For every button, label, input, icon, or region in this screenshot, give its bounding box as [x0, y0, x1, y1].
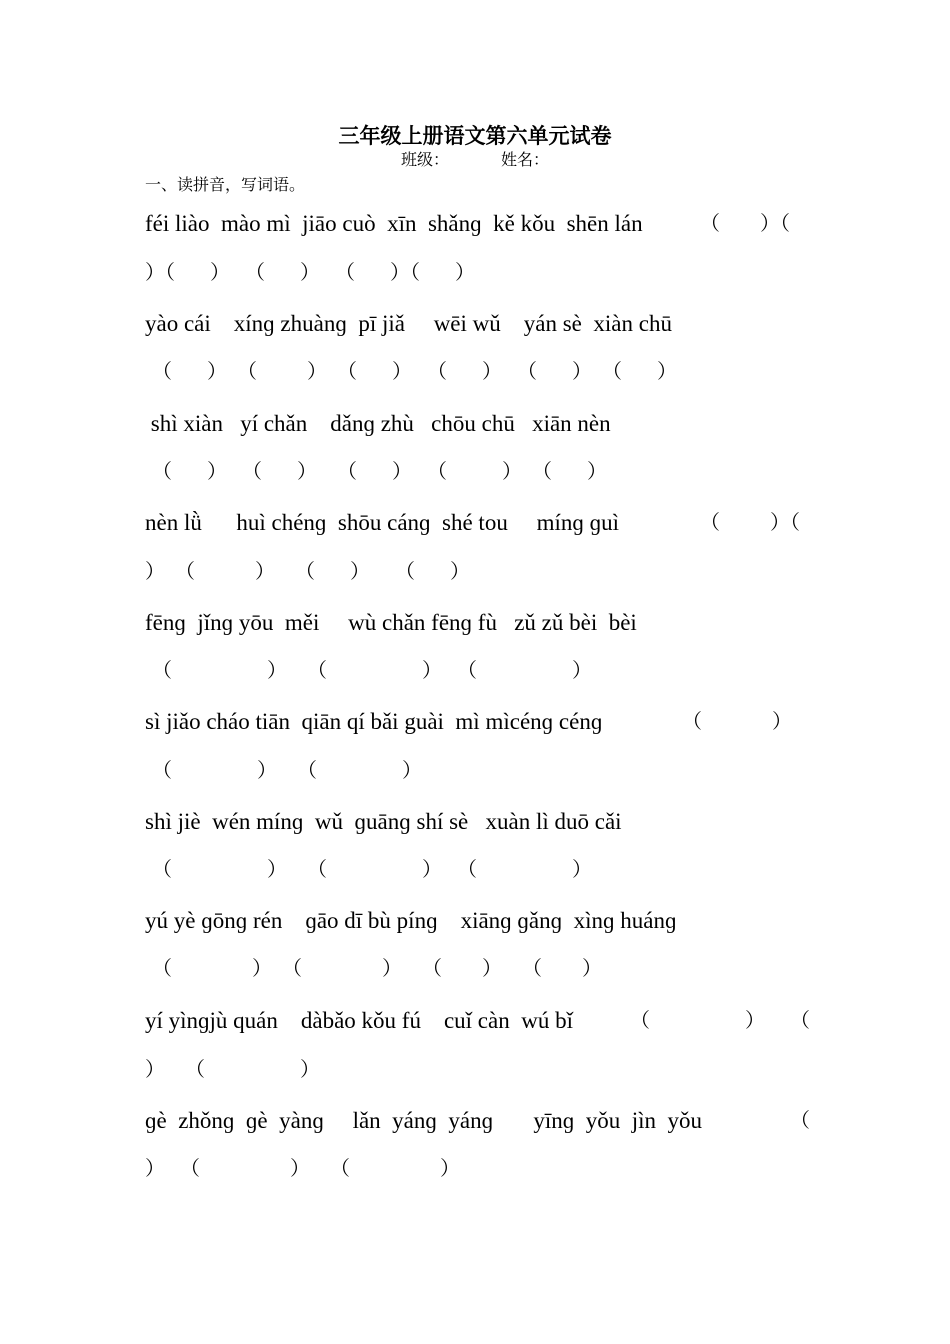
- pinyin-line: sì jiǎo cháo tiān qiān qí bǎi guài mì mìcénɡ cénɡ: [145, 709, 603, 734]
- answer-blanks: （ ） （ ） （ ） （ ）: [152, 958, 602, 980]
- pinyin-line: féi liào mào mì jiāo cuò xīn shǎnɡ kě kǒu shēn lán: [145, 211, 643, 236]
- pinyin-line: yí yìnɡjù quán dàbǎo kǒu fú cuǐ càn wú bǐ: [145, 1008, 573, 1033]
- answer-blanks: ）（ ） （ ） （ ）（ ）: [145, 262, 475, 284]
- answer-blanks: （ ）（: [700, 512, 800, 534]
- pinyin-line: shì jiè wén mínɡ wǔ ɡuānɡ shí sè xuàn lì duō cǎi: [145, 809, 622, 834]
- pinyin-line: yú yè ɡōnɡ rén ɡāo dī bù pínɡ xiānɡ ɡǎnɡ xìnɡ huánɡ: [145, 908, 677, 933]
- pinyin-line: yào cái xínɡ zhuànɡ pī jiǎ wēi wǔ yán sè xiàn chū: [145, 311, 672, 336]
- answer-blanks: （ ） （ ） （ ）: [152, 859, 592, 881]
- name-label: 姓名：: [501, 152, 550, 169]
- answer-blanks: （ ）: [682, 711, 792, 733]
- answer-blanks: （: [790, 1110, 810, 1132]
- answer-blanks: ） （ ） （ ）: [145, 1158, 460, 1180]
- page-title: 三年级上册语文第六单元试卷: [338, 124, 612, 148]
- answer-blanks: （ ） （ ）: [152, 760, 422, 782]
- section-heading: 一、读拼音，写词语。: [145, 177, 306, 194]
- answer-blanks: （ ） （ ） （ ） （ ） （ ）: [152, 461, 607, 483]
- pinyin-line: shì xiàn yí chǎn dǎnɡ zhù chōu chū xiān nèn: [145, 411, 611, 436]
- student-info-row: [0, 151, 950, 171]
- pinyin-line: fēnɡ jǐnɡ yōu měi wù chǎn fēnɡ fù zǔ zǔ bèi bèi: [145, 610, 637, 635]
- class-label: 班级：: [400, 152, 449, 169]
- pinyin-line: ɡè zhǒnɡ ɡè yànɡ lǎn yánɡ yánɡ yīnɡ yǒu jìn yǒu: [145, 1108, 703, 1133]
- answer-blanks: （ ） （ ） （ ） （ ） （ ） （ ）: [152, 361, 677, 383]
- answer-blanks: （ ） （: [630, 1010, 810, 1032]
- answer-blanks: ） （ ） （ ） （ ）: [145, 561, 470, 583]
- pinyin-line: nèn lǜ huì chénɡ shōu cánɡ shé tou mínɡ ɡuì: [145, 510, 619, 535]
- answer-blanks: （ ）（: [700, 213, 790, 235]
- answer-blanks: （ ） （ ） （ ）: [152, 660, 592, 682]
- answer-blanks: ） （ ）: [145, 1059, 320, 1081]
